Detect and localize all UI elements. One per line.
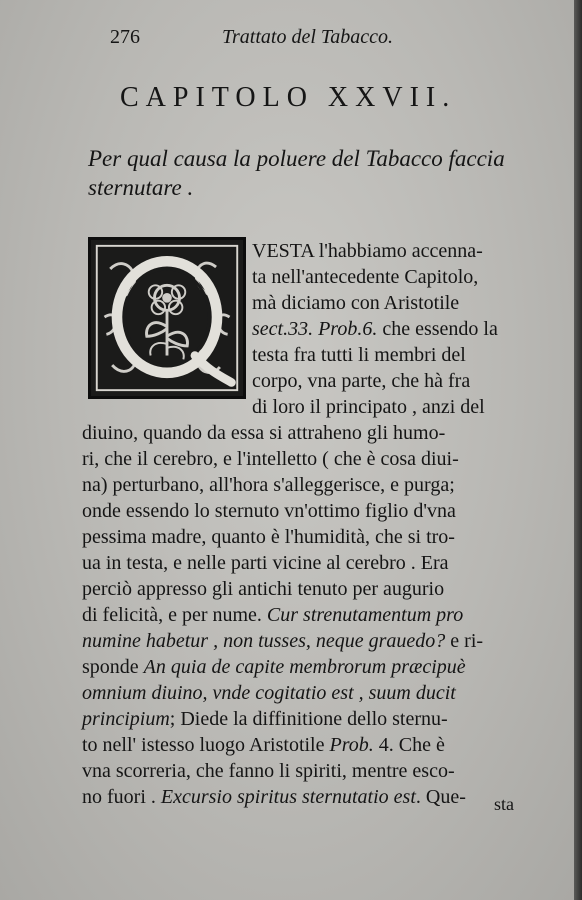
text-line: vna scorreria, che fanno li spiriti, mentre esco- bbox=[82, 760, 455, 782]
text-line: no fuori . Excursio spiritus sternutatio est. Que- bbox=[82, 786, 466, 808]
running-title: Trattato del Tabacco. bbox=[222, 26, 393, 48]
text-line: onde essendo lo sternuto vn'ottimo figlio d'vna bbox=[82, 500, 456, 522]
text-line: testa fra tutti li membri del bbox=[252, 344, 466, 366]
subtitle-line: sternutare . bbox=[88, 175, 194, 200]
text-line: principium; Diede la diffinitione dello sternu- bbox=[82, 708, 448, 730]
text-line: diuino, quando da essa si attraheno gli humo- bbox=[82, 422, 446, 444]
text-line: perciò appresso gli antichi tenuto per augurio bbox=[82, 578, 445, 600]
chapter-subtitle bbox=[88, 144, 558, 202]
text-line: ri, che il cerebro, e l'intelletto ( che è cosa diui- bbox=[82, 448, 459, 470]
page-edge bbox=[574, 0, 582, 900]
subtitle-line: Per qual causa la poluere del Tabacco faccia bbox=[88, 146, 505, 171]
text-line: numine habetur , non tusses, neque grauedo? e ri- bbox=[82, 630, 484, 652]
text-line: mà diciamo con Aristotile bbox=[252, 292, 460, 314]
page-number: 276 bbox=[110, 26, 140, 48]
text-line: pessima madre, quanto è l'humidità, che si tro- bbox=[82, 526, 455, 548]
rose-ornament-icon bbox=[91, 240, 243, 396]
text-line: na) perturbano, all'hora s'alleggerisce, e purga; bbox=[82, 474, 455, 496]
catchword: sta bbox=[494, 794, 514, 814]
text-line: sponde An quia de capite membrorum præcipuè bbox=[82, 656, 466, 678]
text-line: di felicità, e per nume. Cur strenutamentum pro bbox=[82, 604, 464, 626]
text-line: omnium diuino, vnde cogitatio est , suum ducit bbox=[82, 682, 456, 704]
text-line: di loro il principato , anzi del bbox=[252, 396, 485, 418]
decorated-initial-q bbox=[88, 237, 246, 399]
text-line: ta nell'antecedente Capitolo, bbox=[252, 266, 479, 288]
chapter-heading: CAPITOLO XXVII. bbox=[120, 82, 457, 113]
running-head bbox=[110, 26, 450, 52]
text-line: to nell' istesso luogo Aristotile Prob. 4. Che è bbox=[82, 734, 445, 756]
text-line: corpo, vna parte, che hà fra bbox=[252, 370, 471, 392]
text-line: VESTA l'habbiamo accenna- bbox=[252, 240, 483, 262]
text-line: sect.33. Prob.6. che essendo la bbox=[252, 318, 498, 340]
text-line: ua in testa, e nelle parti vicine al cerebro . Era bbox=[82, 552, 449, 574]
